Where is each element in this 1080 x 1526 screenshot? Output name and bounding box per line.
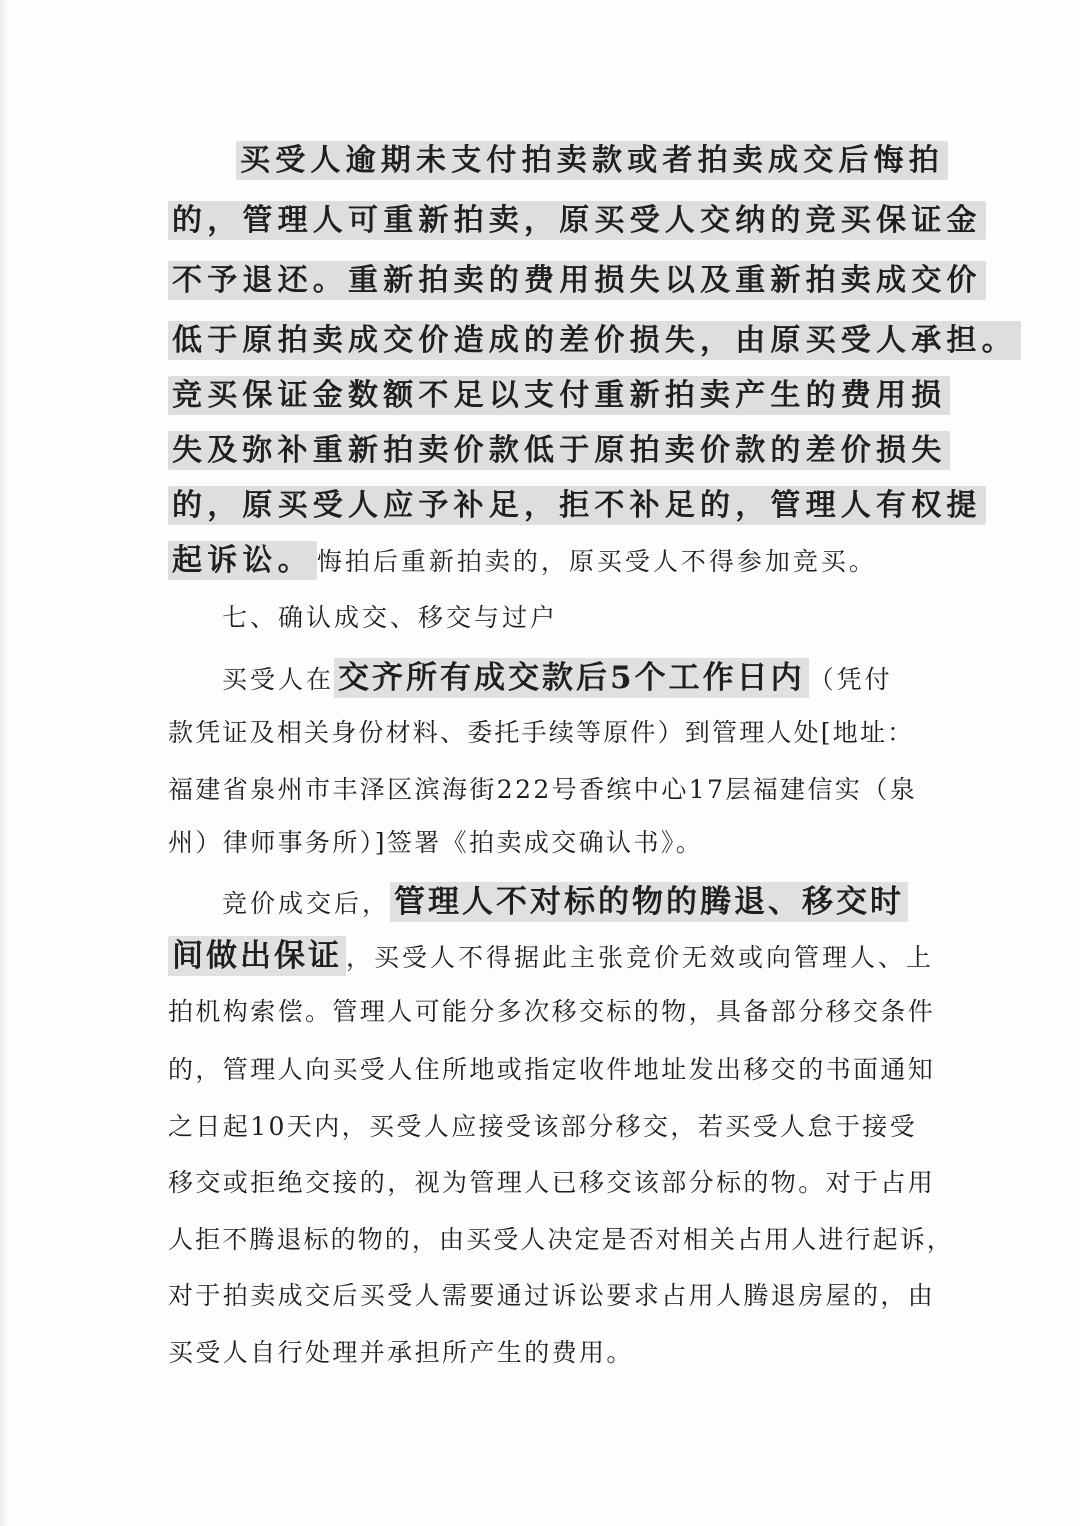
section7-p2-line6: 移交或拒绝交接的，视为管理人已移交该部分标的物。对于占用 [168, 1168, 936, 1197]
section7-p2-line9: 买受人自行处理并承担所产生的费用。 [168, 1338, 634, 1367]
paragraph1-line1 [236, 135, 948, 179]
plain-text: ，买受人不得据此主张竞价无效或向管理人、上 [346, 943, 935, 972]
section-heading: 七、确认成交、移交与过户 [222, 603, 559, 632]
plain-text: 竞价成交后， [222, 889, 391, 918]
highlighted-text: 买受人逾期未支付拍卖款或者拍卖成交后悔拍 [236, 141, 948, 180]
highlighted-text: 竞买保证金数额不足以支付重新拍卖产生的费用损 [168, 376, 950, 415]
highlighted-text: 不予退还。重新拍卖的费用损失以及重新拍卖成交价 [168, 261, 986, 300]
paragraph1-line8 [168, 535, 877, 579]
paragraph1-line2 [168, 195, 986, 239]
plain-text: （凭付 [808, 665, 893, 694]
section7-p1-line2: 款凭证及相关身份材料、委托手续等原件）到管理人处[地址： [168, 718, 915, 747]
section7-p2-line1 [222, 876, 908, 921]
section7-p1-line4: 州）律师事务所）]签署《拍卖成交确认书》。 [168, 828, 704, 857]
paragraph1-line3 [168, 255, 986, 299]
section7-p2-line4: 的，管理人向买受人住所地或指定收件地址发出移交的书面通知 [168, 1055, 936, 1084]
scan-edge-shadow [0, 0, 8, 1526]
paragraph1-line6 [168, 425, 950, 469]
section7-p2-line8: 对于拍卖成交后买受人需要通过诉讼要求占用人腾退房屋的，由 [168, 1281, 936, 1310]
highlighted-text: 管理人不对标的物的腾退、移交时 [390, 882, 908, 922]
paragraph1-line4 [168, 315, 1021, 359]
highlighted-text: 的，管理人可重新拍卖，原买受人交纳的竞买保证金 [168, 201, 986, 240]
paragraph1-line5 [168, 370, 950, 414]
plain-text: 买受人在 [222, 665, 335, 694]
section7-p2-line2 [168, 930, 934, 975]
highlighted-text: 低于原拍卖成交价造成的差价损失，由原买受人承担。 [168, 321, 1021, 360]
section7-p2-line3: 拍机构索偿。管理人可能分多次移交标的物，具备部分移交条件 [168, 997, 936, 1026]
paragraph1-line7 [168, 480, 986, 524]
section7-p1-line3: 福建省泉州市丰泽区滨海街222号香缤中心17层福建信实（泉 [168, 775, 918, 804]
highlighted-text: 交齐所有成交款后5个工作日内 [334, 658, 809, 698]
section7-p1-line1 [222, 652, 893, 697]
section7-p2-line5: 之日起10天内，买受人应接受该部分移交，若买受人怠于接受 [168, 1112, 918, 1141]
plain-text: 悔拍后重新拍卖的，原买受人不得参加竞买。 [316, 547, 877, 576]
highlighted-text: 起诉讼。 [168, 541, 317, 580]
section7-p2-line7: 人拒不腾退标的物的，由买受人决定是否对相关占用人进行起诉， [168, 1225, 954, 1254]
highlighted-text: 的，原买受人应予补足，拒不补足的，管理人有权提 [168, 486, 986, 525]
highlighted-text: 间做出保证 [168, 936, 346, 976]
highlighted-text: 失及弥补重新拍卖价款低于原拍卖价款的差价损失 [168, 431, 950, 470]
